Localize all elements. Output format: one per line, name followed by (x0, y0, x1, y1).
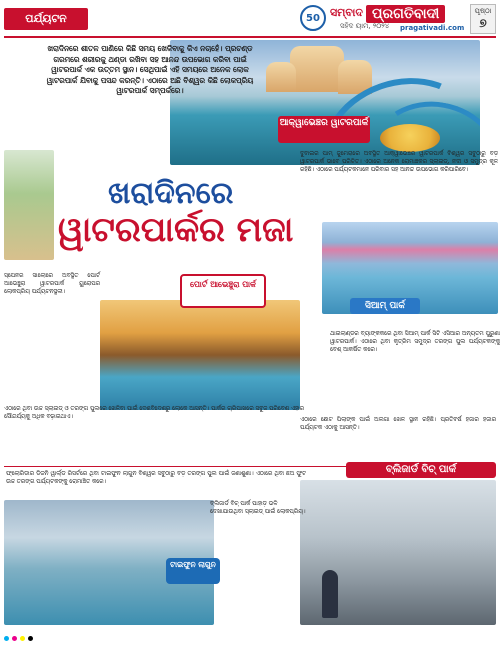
page-number-box (470, 4, 496, 34)
paper-name-small: ସମ୍ବାଦ (330, 6, 363, 19)
caption-siam-park: ସିଆମ୍ ପାର୍କ (350, 298, 420, 314)
section-label: ପର୍ଯ୍ୟଟନ (4, 8, 88, 30)
caption-wonder-park: ବ୍ଲିଜାର୍ଡ ବିଚ୍ ପାର୍କ (346, 462, 496, 478)
siam-article: ଥାଇଲାଣ୍ଡର ବ୍ୟାଙ୍କକରେ ଥିବା ସିଆମ୍ ପାର୍କ ସିଟି ଏସିଆର ଅନ୍ୟତମ ପୁରୁଣା ୱାଟରପାର୍କ। ଏଠାରେ ଥିବା କୃତ୍ରିମ ସମୁଦ୍ର ତରଙ୍ଗ ପୁଲ ପର୍ଯ୍ୟଟକଙ୍କୁ ବେଶ୍ ଆକର୍ଷିତ କରେ। (330, 331, 500, 353)
website-link[interactable]: pragativadi.com (400, 24, 465, 32)
port-article: ସ୍ପେନର ସାଲୋରେ ଅବସ୍ଥିତ ପୋର୍ଟ ଆଭେଞ୍ଚୁରା ୱାଟରପାର୍କ ୟୁରୋପର ଲୋକପ୍ରିୟ ପର୍ଯ୍ୟଟନସ୍ଥଳୀ। (4, 273, 100, 295)
headline-line-2: ୱାଟରପାର୍କର ମଜା (58, 210, 294, 250)
page-label: ପୃଷ୍ଠା (474, 7, 492, 15)
wonder-article: ବ୍ଲିଜାର୍ଡ ବିଚ୍ ପାର୍କ ପାହାଡ଼ ଭଳି ଦେଖାଯାଉଥିବା ସ୍ଲାଇଡ୍ ପାଇଁ ଲୋକପ୍ରିୟ। (210, 501, 306, 515)
registration-marks (4, 626, 496, 632)
siam-article-continued: ଏଠାରେ ଛୋଟ ପିଲାଙ୍କ ପାଇଁ ଅଲଗା ଖେଳ ସ୍ଥାନ ରହିଛି। ପ୍ରତିବର୍ଷ ହଜାର ହଜାର ପର୍ଯ୍ୟଟକ ଏଠାକୁ ଆସନ୍ତି। (300, 417, 496, 431)
port-article-continued: ଏଠାରେ ଥିବା ଉଚ୍ଚ ସ୍ଲାଇଡ୍ ଓ ତରଙ୍ଗ ପୁଲରେ ଖେଳିବା ପାଇଁ ଦେଶବିଦେଶରୁ ଲୋକେ ଆସନ୍ତି। ପାର୍କର ଚାରିପାଖରେ ସବୁଜ ପରିବେଶ ଏହାର ସୌନ୍ଦର୍ଯ୍ୟକୁ ଅଧିକ ବଢ଼ାଇଥାଏ। (4, 406, 304, 420)
page-number: ୭ (479, 16, 487, 30)
beach-photo (4, 150, 54, 260)
aquaventure-article: ଦୁବାଇର ପାମ୍ ଜୁମେରାରେ ଅବସ୍ଥିତ ଆକ୍ୱାଭେଞ୍ଚର ୱାଟରପାର୍କ ବିଶ୍ୱର ସବୁଠାରୁ ବଡ଼ ୱାଟରପାର୍କ ଭାବେ ପରିଚିତ। ଏଠାରେ ଅନେକ ରୋମାଞ୍ଚକର ସ୍ଲାଇଡ୍, ନଦୀ ଓ ସମୁଦ୍ର କୂଳ ରହିଛି। ଏଠାରେ ପର୍ଯ୍ୟଟକମାନେ ପରିବାର ସହ ଆନନ୍ଦ ଉପଭୋଗ କରିପାରିବେ। (300, 151, 498, 173)
caption-port-aventura: ପୋର୍ଟ ଆଭେଞ୍ଚୁରା ପାର୍କ (180, 274, 266, 308)
wonder-park-photo (300, 480, 496, 625)
anniversary-badge: 50 (300, 5, 326, 31)
headline-line-1: ଖରାଦିନରେ (108, 176, 234, 211)
caption-aquaventure: ଆକ୍ୱାଭେଞ୍ଚର ୱାଟରପାର୍କ (278, 116, 370, 143)
date-line: ସହିଦ ୟାମ, ୨୦୨୪ (340, 22, 390, 30)
lagoon-article: ଫ୍ଲୋରିଡାର ଡିଜନି ୱାର୍ଲ୍ଡ ରିସର୍ଟରେ ଥିବା ଟାଇଫୁନ ଲାଗୁନ ବିଶ୍ୱର ସବୁଠାରୁ ବଡ଼ ତରଙ୍ଗ ପୁଲ ପାଇଁ ଜଣାଶୁଣା। ଏଠାରେ ଥିବା ଛଅ ଫୁଟ ଉଚ୍ଚ ତରଙ୍ଗ ପର୍ଯ୍ୟଟକଙ୍କୁ ରୋମାଞ୍ଚିତ କରେ। (6, 471, 306, 485)
lead-intro: ଖରାଦିନରେ ଶୀତଳ ପାଣିରେ କିଛି ସମୟ ଖେଳିବାକୁ କିଏ ନଚାହେଁ। ପ୍ରଚଣ୍ଡ ଗରମରେ ଶରୀରକୁ ଥଣ୍ଡା ରଖିବା ସହ ଆନନ୍ଦ ଉପଭୋଗ କରିବା ପାଇଁ ୱାଟରପାର୍କ ଏକ ଉତ୍ତମ ସ୍ଥାନ। ସେଥିପାଇଁ ଏହି ସମୟରେ ଅନେକ ଲୋକ ୱାଟରପାର୍କ ଯିବାକୁ ପସନ୍ଦ କରନ୍ତି। ଏଠାରେ ଅଛି ବିଶ୍ୱର କିଛି ଲୋକପ୍ରିୟ ୱାଟରପାର୍କ ସମ୍ପର୍କରେ। (46, 44, 254, 95)
caption-typhoon-lagoon: ଟାଇଫୁନ ଲାଗୁନ (166, 558, 220, 584)
paper-name: ପ୍ରଗତିବାଦୀ (366, 5, 445, 23)
port-aventura-photo (100, 300, 300, 410)
masthead-rule (4, 36, 496, 38)
